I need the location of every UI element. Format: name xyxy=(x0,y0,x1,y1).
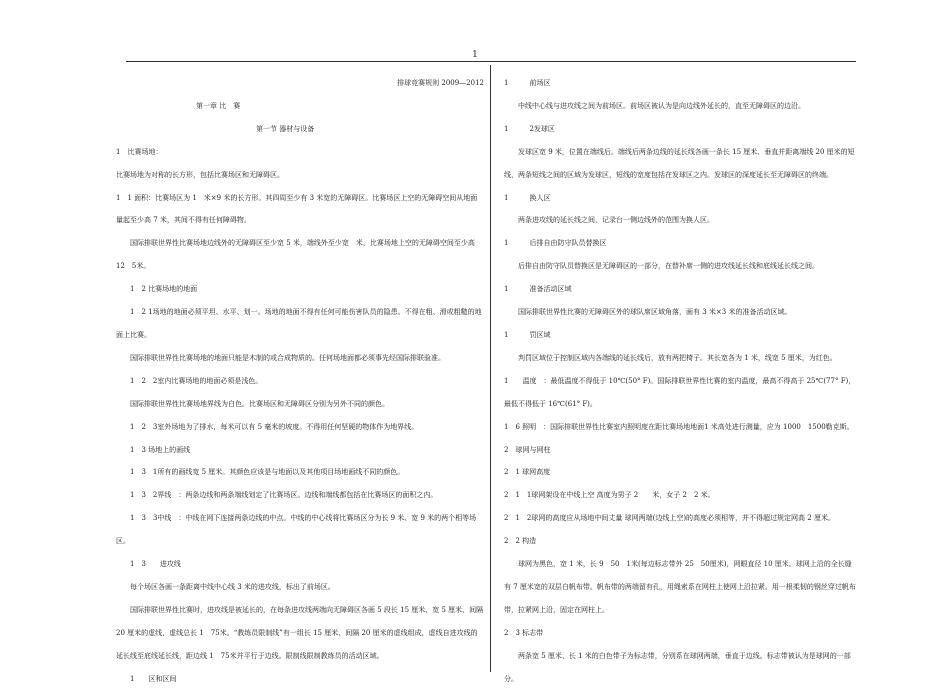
paragraph: 1 3 2界线 ：两条边线和两条端线划定了比赛场区。边线和端线都包括在比赛场区的面积之内。 xyxy=(130,491,438,500)
paragraph: 1 2 2室内比赛场地的地面必须是浅色。 xyxy=(130,376,263,385)
page-number: 1 xyxy=(472,50,478,60)
paragraph: 1 3 3中线 ：中线在网下连接两条边线的中点。中线的中心线将比赛场区分为长 9 米、宽 9 米的两个相等场区。 xyxy=(116,514,477,546)
section-title: 第一节 器材与设备 xyxy=(256,124,315,133)
paragraph: 1 比赛场地： xyxy=(116,147,163,156)
paragraph: 国际排联世界性比赛场地的地面只能是木制的或合成物质的。任何场地面都必须事先经国际排联验准。 xyxy=(130,353,445,362)
paragraph: 国际排联世界性比赛场地界线为白色。比赛场区和无障碍区分别为另外不同的颜色。 xyxy=(130,399,389,408)
paragraph: 1 2 比赛场地的地面 xyxy=(130,285,198,294)
paragraph: 2 1 球网高度 xyxy=(504,468,551,477)
paragraph: 1 3 1所有的画线宽 5 厘米。其颜色应该是与地面以及其他项目场地画线不同的颜色。 xyxy=(130,468,405,477)
paragraph: 国际排联世界性比赛的无障碍区外的球队席区域角落，画有 3 米×3 米的准备活动区域。 xyxy=(518,308,792,317)
paragraph: 1 区和区间 xyxy=(130,674,177,683)
paragraph: 1 3 进攻线 xyxy=(130,560,181,569)
paragraph: 比赛场地为对称的长方形，包括比赛场区和无障碍区。 xyxy=(116,170,284,179)
paragraph: 国际排联世界性比赛场地边线外的无障碍区至少宽 5 米，端线外至少宽 米，比赛场地上空的无障碍空间至少高 12 5米。 xyxy=(116,239,475,271)
paragraph: 2 1 1球网架设在中线上空 高度为男子 2 米，女子 2 2 米。 xyxy=(504,491,715,500)
paragraph: 判罚区域位于控制区域内各端线的延长线后，放有两把椅子。其长宽各为 1 米，线宽 5 厘米，为红色。 xyxy=(518,353,837,362)
paragraph: 1 换人区 xyxy=(504,193,551,202)
paragraph: 两条进攻线的延长线之间，记录台一侧边线外的范围为换人区。 xyxy=(518,216,714,225)
left-column xyxy=(116,72,484,690)
paragraph: 1 罚区域 xyxy=(504,330,551,339)
paragraph: 球网为黑色，宽 1 米，长 9 50 1米(每边标志带外 25 50厘米)，网眼直径 10 厘米。球网上沿的全长缝有 7 厘米宽的双层白帆布带。帆布带的两端留有孔，用绳索系在网柱上使网上沿拉紧。用一根柔韧的钢丝穿过帆布带，拉紧网上沿，固定在网柱上。 xyxy=(504,560,856,614)
paragraph: 1 温度 ：最低温度不得低于 10℃(50° F)。国际排联世界性比赛的室内温度，最高不得高于 25℃(77° F)，最低不得低于 16℃(61° F)。 xyxy=(504,376,856,408)
paragraph: 1 后排自由防守队员替换区 xyxy=(504,239,607,248)
paragraph: 2 球网与网柱 xyxy=(504,445,551,454)
header-rule xyxy=(126,61,856,62)
paragraph: 发球区宽 9 米，位置在端线后。端线后两条边线的延长线各画一条长 15 厘米、垂直并距离端线 20 厘米的短线，两条短线之间的区域为发球区，短线的宽度包括在发球区之内。发球区的深度延长至无障碍区的终端。 xyxy=(504,147,855,179)
paragraph: 1 2 1场地的地面必须平坦、水平、划一。场地的地面不得有任何可能伤害队员的隐患。不得在粗、滑或粗糙的地面上比赛。 xyxy=(116,308,482,339)
column-divider xyxy=(490,65,491,672)
paragraph: 1 2发球区 xyxy=(504,124,555,133)
chapter-title: 第一章 比 赛 xyxy=(196,101,241,110)
paragraph: 1 3 场地上的画线 xyxy=(130,445,191,454)
right-column xyxy=(504,72,856,690)
paragraph: 1 1 面积：比赛场区为 1 米×9 米的长方形。其四周至少有 3 米宽的无障碍区。比赛场区上空的无障碍空间从地面量起至少高 7 米，其间不得有任何障碍物。 xyxy=(116,193,478,225)
paragraph: 2 3 标志带 xyxy=(504,628,544,637)
running-header: 排球竞赛规则 2009—2012 xyxy=(397,79,484,87)
paragraph: 国际排联世界性比赛时，进攻线是被延长的，在每条进攻线两端向无障碍区各画 5 段长 15 厘米、宽 5 厘米、间隔 20 厘米的虚线，虚线总长 1 75米。“教练员限制线”有一组长 15 厘米、间隔 20 厘米的虚线组成，虚线自进攻线的延长线至底线延长线，距边线 1 75米并平行于边线。限制线限制教练员的活动区域。 xyxy=(116,605,484,660)
paragraph: 2 2 构造 xyxy=(504,537,537,546)
paragraph: 中线中心线与进攻线之间为前场区。前场区被认为是向边线外延长的，直至无障碍区的边沿。 xyxy=(518,101,805,110)
paragraph: 1 前场区 xyxy=(504,79,551,87)
paragraph: 1 2 3室外场地为了排水，每米可以有 5 毫米的坡度。不得用任何坚硬的物体作为地界线。 xyxy=(130,422,419,431)
paragraph: 2 1 2球网的高度应从场地中间丈量 球网两端(边线上空)的高度必须相等，并不得超过规定网高 2 厘米。 xyxy=(504,514,835,523)
paragraph: 每个场区各画一条距离中线中心线 3 米的进攻线，标出了前场区。 xyxy=(130,582,335,591)
paragraph: 1 准备活动区域 xyxy=(504,285,572,294)
paragraph: 1 6 照明 ：国际排联世界性比赛室内照明度在距比赛场地地面1 米高处进行测量，应为 1000 1500勒克斯。 xyxy=(504,422,854,431)
paragraph: 两条宽 5 厘米、长 1 米的白色带子为标志带，分别系在球网两端，垂直于边线。标志带被认为是球网的一部分。 xyxy=(504,651,851,683)
paragraph: 后排自由防守队员替换区是无障碍区的一部分，在替补席一侧的进攻线延长线和底线延长线之间。 xyxy=(518,262,819,271)
